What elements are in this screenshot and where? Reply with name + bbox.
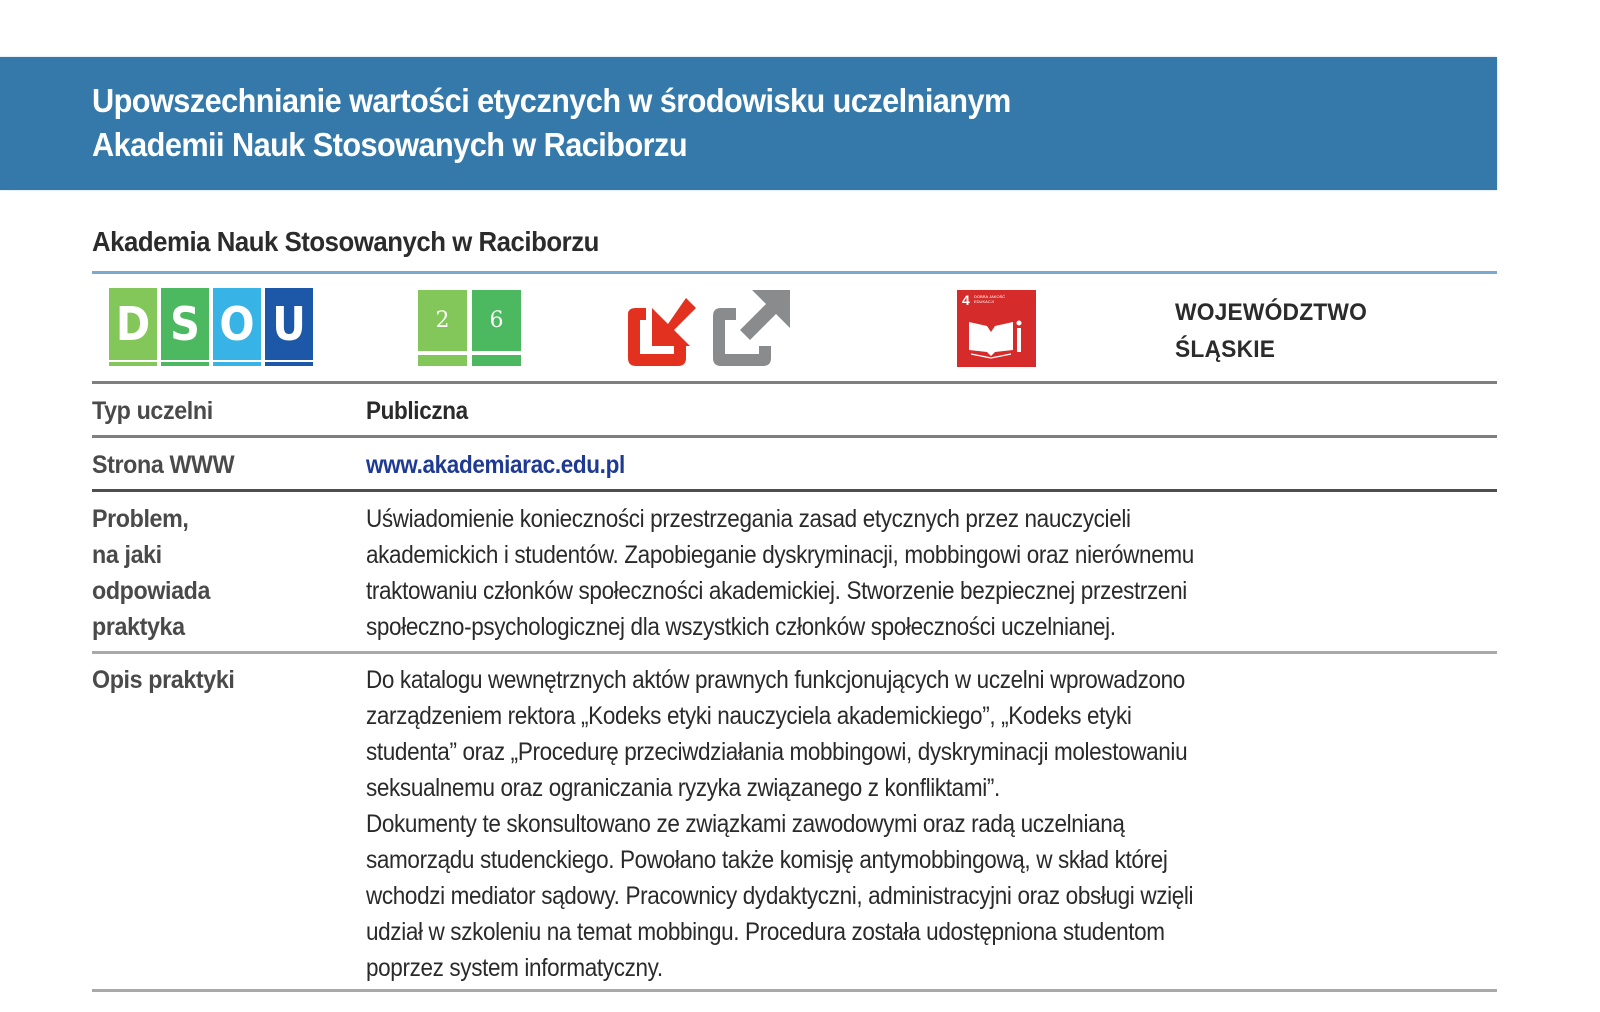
website-link[interactable]: www.akademiarac.edu.pl bbox=[366, 451, 625, 479]
dsou-tile-o: O bbox=[213, 288, 261, 360]
row-divider bbox=[92, 489, 1497, 492]
label-problem-line: praktyka bbox=[92, 613, 185, 641]
dsou-tile-s: S bbox=[161, 288, 209, 360]
description-line: wchodzi mediator sądowy. Pracownicy dydaktyczni, administracyjni oraz obsługi wzięli bbox=[366, 882, 1194, 910]
sdg-label: DOBRA JAKOŚĆ EDUKACJI bbox=[974, 294, 1006, 304]
label-practice-description: Opis praktyki bbox=[92, 666, 235, 694]
row-divider bbox=[92, 435, 1497, 438]
label-problem-line: odpowiada bbox=[92, 577, 211, 605]
description-line: udział w szkoleniu na temat mobbingu. Procedura została udostępniona studentom bbox=[366, 918, 1165, 946]
book-icon bbox=[967, 318, 1025, 360]
category-numbers bbox=[418, 290, 521, 351]
value-university-type: Publiczna bbox=[366, 397, 468, 425]
label-problem bbox=[92, 501, 210, 645]
icon-strip bbox=[0, 274, 1600, 382]
dsou-badge bbox=[109, 288, 313, 360]
description-line: samorządu studenckiego. Powołano także komisję antymobbingową, w skład której bbox=[366, 846, 1168, 874]
row-divider bbox=[92, 381, 1497, 384]
value-practice-description bbox=[366, 662, 1193, 986]
value-problem-line: Uświadomienie konieczności przestrzegania zasad etycznych przez nauczycieli bbox=[366, 505, 1131, 533]
region-label bbox=[1175, 294, 1367, 368]
label-problem-line: Problem, bbox=[92, 505, 189, 533]
dsou-tile-d: D bbox=[109, 288, 157, 360]
description-line: poprzez system informatyczny. bbox=[366, 954, 663, 982]
page-title-line-1: Upowszechnianie wartości etycznych w środowisku uczelnianym bbox=[92, 82, 1011, 119]
row-divider bbox=[92, 989, 1497, 992]
value-problem-line: traktowaniu członków społeczności akademickiej. Stworzenie bezpiecznej przestrzeni bbox=[366, 577, 1187, 605]
region-line-1: WOJEWÓDZTWO bbox=[1175, 299, 1368, 326]
region-line-2: ŚLĄSKIE bbox=[1175, 336, 1276, 363]
category-number-6: 6 bbox=[472, 290, 521, 351]
description-line: Do katalogu wewnętrznych aktów prawnych funkcjonujących w uczelni wprowadzono bbox=[366, 666, 1185, 694]
page-title-line-2: Akademii Nauk Stosowanych w Raciborzu bbox=[92, 126, 688, 163]
import-arrow-icon bbox=[628, 298, 696, 366]
row-divider bbox=[92, 651, 1497, 654]
institution-name: Akademia Nauk Stosowanych w Raciborzu bbox=[92, 226, 599, 257]
sdg-number: 4 bbox=[962, 292, 970, 308]
export-arrow-icon bbox=[713, 290, 790, 366]
label-website: Strona WWW bbox=[92, 451, 235, 479]
dsou-tile-u: U bbox=[265, 288, 313, 360]
value-problem-line: akademickich i studentów. Zapobieganie dyskryminacji, mobbingowi oraz nierównemu bbox=[366, 541, 1194, 569]
title-banner bbox=[0, 57, 1497, 190]
page-title bbox=[92, 79, 1011, 167]
description-line: seksualnemu oraz ograniczania ryzyka związanego z konfliktami”. bbox=[366, 774, 1000, 802]
arrows-group bbox=[618, 286, 798, 370]
description-line: studenta” oraz „Procedurę przeciwdziałania mobbingowi, dyskryminacji molestowaniu bbox=[366, 738, 1188, 766]
value-problem-line: społeczno-psychologicznej dla wszystkich członków społeczności uczelnianej. bbox=[366, 613, 1116, 641]
description-line: zarządzeniem rektora „Kodeks etyki nauczyciela akademickiego”, „Kodeks etyki bbox=[366, 702, 1132, 730]
label-university-type: Typ uczelni bbox=[92, 397, 213, 425]
category-number-2: 2 bbox=[418, 290, 467, 351]
label-problem-line: na jaki bbox=[92, 541, 162, 569]
value-problem bbox=[366, 501, 1194, 645]
sdg-4-quality-education-icon bbox=[957, 290, 1036, 367]
description-line: Dokumenty te skonsultowano ze związkami zawodowymi oraz radą uczelnianą bbox=[366, 810, 1125, 838]
